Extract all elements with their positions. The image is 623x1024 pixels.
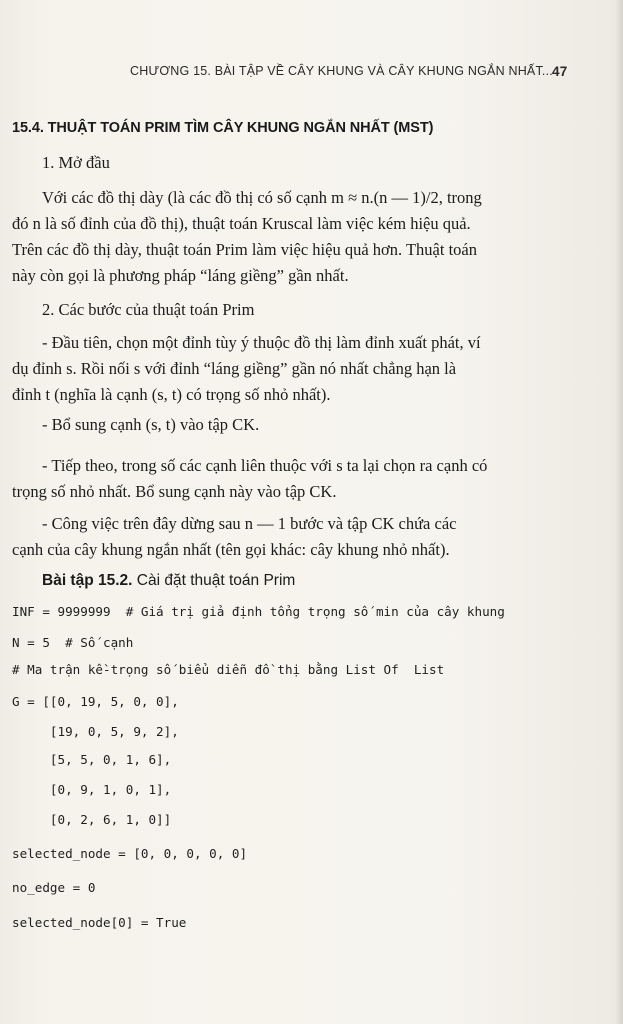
step-3: - Tiếp theo, trong số các cạnh liên thuộc với s ta lại chọn ra cạnh có trọng số nhỏ nhất. Bổ sung cạnh này vào tập CK. xyxy=(12,456,488,501)
page-number: 47 xyxy=(552,64,568,79)
intro-paragraph: Với các đồ thị dày (là các đồ thị có số cạnh m ≈ n.(n — 1)/2, trong đó n là số đỉnh của đồ thị), thuật toán Kruscal làm việc kém hiệu quả. Trên các đồ thị dày, thuật toán Prim làm việc hiệu quả hơn. Thuật toán này còn gọi là phương pháp “láng giềng” gần nhất. xyxy=(12,188,482,285)
steps-heading: 2. Các bước của thuật toán Prim xyxy=(42,300,255,319)
code-line-n: N = 5 # Số cạnh xyxy=(12,635,134,650)
code-line-inf: INF = 9999999 # Giá trị giả định tổng trọng số min của cây khung xyxy=(12,604,505,619)
code-line-comment: # Ma trận kề-trọng số biểu diễn đồ thị bằng List Of List xyxy=(12,662,445,677)
code-line-matrix-row-5: [0, 2, 6, 1, 0]] xyxy=(12,812,172,827)
code-line-selected-node: selected_node = [0, 0, 0, 0, 0] xyxy=(12,846,248,861)
page-edge-shadow xyxy=(615,0,623,1024)
chapter-title: CHƯƠNG 15. BÀI TẬP VỀ CÂY KHUNG VÀ CÂY KHUNG NGẮN NHẤT... xyxy=(130,64,553,78)
code-line-matrix-row-4: [0, 9, 1, 0, 1], xyxy=(12,782,172,797)
exercise-label: Bài tập 15.2. xyxy=(42,572,133,589)
step-4: - Công việc trên đây dừng sau n — 1 bước và tập CK chứa các cạnh của cây khung ngắn nhất (tên gọi khác: cây khung nhỏ nhất). xyxy=(12,514,457,559)
step-2: - Bổ sung cạnh (s, t) vào tập CK. xyxy=(42,415,260,434)
code-line-matrix-row-3: [5, 5, 0, 1, 6], xyxy=(12,752,172,767)
section-title: 15.4. THUẬT TOÁN PRIM TÌM CÂY KHUNG NGẮN NHẤT (MST) xyxy=(12,120,434,136)
code-line-selected-node-0: selected_node[0] = True xyxy=(12,915,187,930)
exercise-name: Cài đặt thuật toán Prim xyxy=(132,572,296,589)
code-line-matrix-row-1: G = [[0, 19, 5, 0, 0], xyxy=(12,694,179,709)
exercise-title xyxy=(42,572,295,590)
code-line-no-edge: no_edge = 0 xyxy=(12,880,96,895)
intro-heading: 1. Mở đầu xyxy=(42,153,110,172)
step-1: - Đầu tiên, chọn một đỉnh tùy ý thuộc đồ thị làm đỉnh xuất phát, ví dụ đỉnh s. Rồi nối s với đỉnh “láng giềng” gần nó nhất chẳng hạn là đỉnh t (nghĩa là cạnh (s, t) có trọng số nhỏ nhất). xyxy=(12,333,481,404)
code-line-matrix-row-2: [19, 0, 5, 9, 2], xyxy=(12,724,179,739)
